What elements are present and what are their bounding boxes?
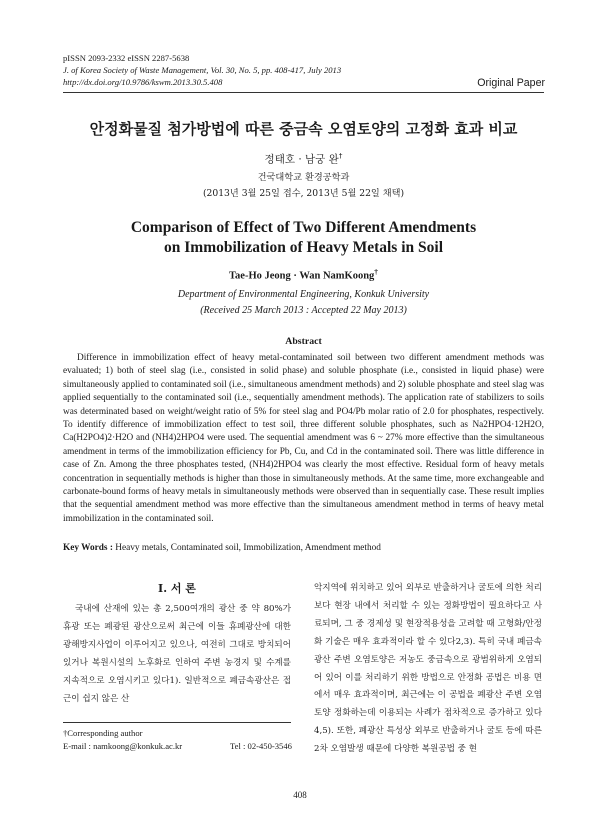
header-rule [63,92,544,93]
footnote-email[interactable]: E-mail : namkoong@konkuk.ac.kr [63,741,183,751]
footnote-rule [63,722,291,723]
footnote-corresponding: †Corresponding author [63,728,143,738]
english-title [63,218,544,258]
korean-dates: (2013년 3월 25일 접수, 2013년 5월 22일 채택) [202,188,405,199]
footnote-tel: Tel : 02-450-3546 [230,741,292,751]
keywords [63,543,544,553]
abstract-text: Difference in immobilization effect of heavy metal-contaminated soil between two different amendment methods was evaluated; 1) both of steel slag (i.e., consisted in solid phase) and soluble phosphate (i.e., consisted in liquid phase) were simultaneously applied to contaminated soil (i.e., simultaneous amendment methods) and 2) soluble phosphate and steel slag was applied sequentially to the contaminated soil (i.e., sequentially amendment methods). The application rate of stabilizers to soils was determinated based on weight/weight ratio of 5% for steel slag and PO4/Pb molar ratio of 2.0 for phosphates, respectively. To identify difference of immobilization effect to test soil, three different soluble phosphates, such as Na2HPO4·12H2O, Ca(H2PO4)2·H2O and (NH4)2HPO4 were used. The sequential amendment was 6 ~ 27% more effective than the simultaneous amendment in terms of the immobilization efficiency for Pb, Cu, and Cd in the contaminated soil. There was little difference in case of Zn. Among the three phosphates tested, (NH4)2HPO4 was clearly the most effective. Residual form of heavy metals concentration in sequentially methods is higher than those in simultaneously methods. At the same time, more exchangeable and carbonate-bound forms of heavy metals in simultaneously methods were observed than in sequentially case. These result implies that the sequential amendment method was more effective than the simultaneous amendment method in terms of heavy metal immobilization in the contaminated soil. [63,353,545,524]
corresponding-mark: † [374,267,378,276]
english-authors: Tae-Ho Jeong · Wan NamKoong† [229,267,378,282]
english-dates: (Received 25 March 2013 : Accepted 22 May 2013) [200,305,407,316]
korean-title: 안정화물질 첨가방법에 따른 중금속 오염토양의 고정화 효과 비교 [89,120,518,138]
english-title-line-1: Comparison of Effect of Two Different Amendments [130,219,477,236]
journal-citation: J. of Korea Society of Waste Management, Vol. 30, No. 5, pp. 408-417, July 2013 [63,65,342,75]
korean-affiliation: 건국대학교 환경공학과 [257,172,350,183]
section-heading-introduction: I. 서 론 [158,582,196,595]
intro-left-column: 국내에 산재에 있는 총 2,500여개의 광산 중 약 80%가 휴광 또는 폐광된 광산으로써 최근에 이들 휴폐광산에 대한 광해방지사업이 이루어지고 있으나, 여전히 그대로 방치되어 있거나 복원시설의 노후화로 인하여 주변 농경지 및 수계를 지속적으로 오염시키고 있다1). 일반적으로 폐금속광산은 접근이 쉽지 않은 산 [63,604,291,704]
english-title-line-2: on Immobilization of Heavy Metals in Soil [164,239,443,256]
doi-link[interactable]: http://dx.doi.org/10.9786/kswm.2013.30.5.408 [63,77,223,87]
journal-header [63,52,543,88]
corresponding-mark: † [338,151,343,160]
keywords-label: Key Words : [63,543,113,553]
page-number: 408 [293,790,307,800]
issn-line: pISSN 2093-2332 eISSN 2287-5638 [63,53,190,63]
abstract-heading: Abstract [285,336,322,347]
keywords-list: Heavy metals, Contaminated soil, Immobilization, Amendment method [112,543,381,553]
english-affiliation: Department of Environmental Engineering, Konkuk University [177,289,430,300]
intro-right-column: 악지역에 위치하고 있어 외부로 반출하거나 굴토에 의한 처리보다 현장 내에서 처리할 수 있는 정화방법이 필요하다고 사료되며, 그 중 경제성 및 현장적용성을 고려할 때 고형화/안정화 기술은 매우 효과적이라 할 수 있다2,3). 특히 국내 폐금속광산 주변 오염토양은 저농도 중금속으로 광범위하게 오염되어 있어 이를 처리하기 위한 방법으로 안정화 공법은 비용 면에서 매우 효과적이며, 최근에는 이 공법을 폐광산 주변 오염토양 정화하는데 이용되는 사례가 점차적으로 증가하고 있다4,5). 또한, 폐광산 특성상 외부로 반출하거나 굴토 등에 따른 2차 오염발생 때문에 다양한 복원공법 중 현 [314,583,542,755]
article-type-badge: Original Paper [477,77,545,89]
korean-authors: 정태호 · 남궁 완† [264,151,343,166]
